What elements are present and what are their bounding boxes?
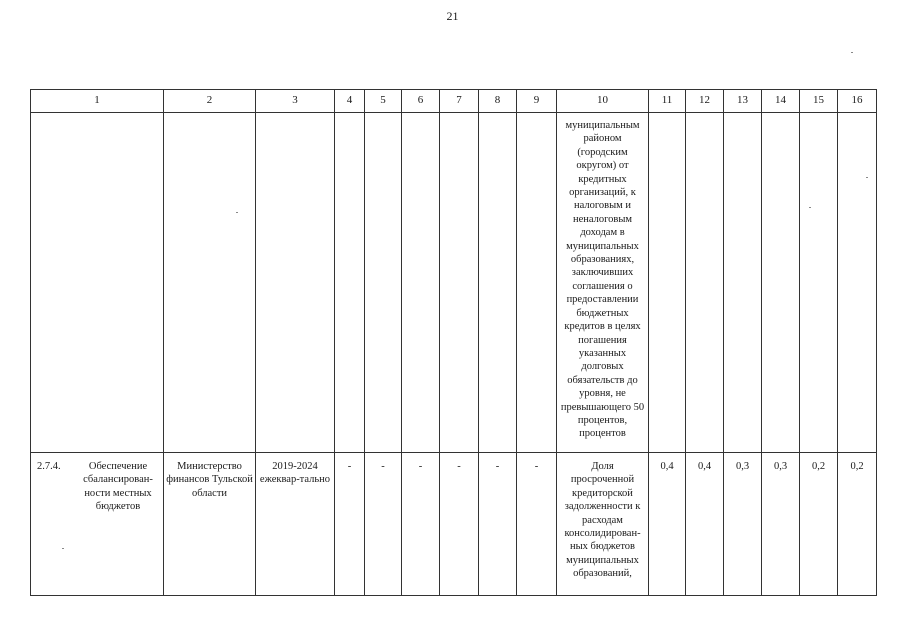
header-cell: 8 [479, 90, 517, 113]
header-cell: 11 [649, 90, 686, 113]
value-cell [440, 453, 479, 596]
value-2023: 0,2 [811, 461, 826, 472]
empty-cell [762, 113, 800, 453]
value-2024: 0,2 [850, 461, 864, 472]
executor-text: Министерство финансов Тульской области [166, 461, 253, 499]
header-cell: 7 [440, 90, 479, 113]
scan-speck [851, 52, 853, 53]
dash-mark: - [495, 461, 500, 472]
header-cell: 3 [256, 90, 335, 113]
empty-cell [724, 113, 762, 453]
header-cell: 16 [838, 90, 877, 113]
value-cell [479, 453, 517, 596]
value-cell [686, 453, 724, 596]
value-2022: 0,3 [773, 461, 788, 472]
measure-cell [31, 453, 164, 596]
empty-cell [440, 113, 479, 453]
dash-mark: - [418, 461, 423, 472]
period-cell [256, 453, 335, 596]
value-cell [649, 453, 686, 596]
value-cell [838, 453, 877, 596]
dash-mark: - [381, 461, 385, 472]
empty-cell [31, 113, 164, 453]
dash-mark: - [534, 461, 539, 472]
empty-cell [800, 113, 838, 453]
value-cell [402, 453, 440, 596]
page-number: 21 [446, 9, 459, 23]
empty-cell [686, 113, 724, 453]
empty-cell [164, 113, 256, 453]
header-cell: 2 [164, 90, 256, 113]
value-2021: 0,3 [735, 461, 750, 472]
empty-cell [517, 113, 557, 453]
header-row [31, 90, 877, 113]
value-cell [800, 453, 838, 596]
empty-cell [335, 113, 365, 453]
dash-mark: - [347, 461, 352, 472]
value-2019: 0,4 [660, 461, 674, 472]
header-cell: 14 [762, 90, 800, 113]
scan-speck [236, 212, 238, 213]
value-cell [335, 453, 365, 596]
header-cell: 9 [517, 90, 557, 113]
header-cell: 13 [724, 90, 762, 113]
empty-cell [365, 113, 402, 453]
header-cell: 4 [335, 90, 365, 113]
row-number: 2.7.4. [37, 461, 61, 472]
empty-cell [479, 113, 517, 453]
value-cell [365, 453, 402, 596]
header-cell: 1 [31, 90, 164, 113]
scan-speck [62, 548, 64, 549]
scan-speck [809, 207, 811, 208]
indicator-continuation-text: муниципальным районом (городским округом) от кредитных организаций, к налоговым и неналоговым доходам в муниципальных образованиях, заключивших соглашения о предоставлении бюджетных кредитов в целях погашения указанных долговых обязательств до уровня, не превышающего 50 процентов, процентов [560, 120, 645, 440]
scan-speck [866, 177, 868, 178]
indicator-text: Доля просроченной кредиторской задолженности к расходам консолидирован-ных бюджетов муниципальных образований, [564, 461, 641, 580]
empty-cell [256, 113, 335, 453]
empty-cell [838, 113, 877, 453]
value-2020: 0,4 [697, 461, 712, 472]
value-cell [762, 453, 800, 596]
continuation-row [31, 113, 877, 453]
empty-cell [649, 113, 686, 453]
measure-name: Обеспечение сбалансирован-ности местных бюджетов [83, 461, 153, 513]
table-row [31, 453, 877, 596]
header-cell: 6 [402, 90, 440, 113]
header-cell: 12 [686, 90, 724, 113]
header-cell: 5 [365, 90, 402, 113]
dash-mark: - [457, 461, 461, 472]
executor-cell [164, 453, 256, 596]
header-cell: 10 [557, 90, 649, 113]
empty-cell [402, 113, 440, 453]
program-table [30, 89, 877, 596]
period-text: 2019-2024 ежеквар-тально [259, 461, 331, 486]
header-cell: 15 [800, 90, 838, 113]
indicator-cell [557, 453, 649, 596]
value-cell [724, 453, 762, 596]
indicator-continuation-cell [557, 113, 649, 453]
value-cell [517, 453, 557, 596]
